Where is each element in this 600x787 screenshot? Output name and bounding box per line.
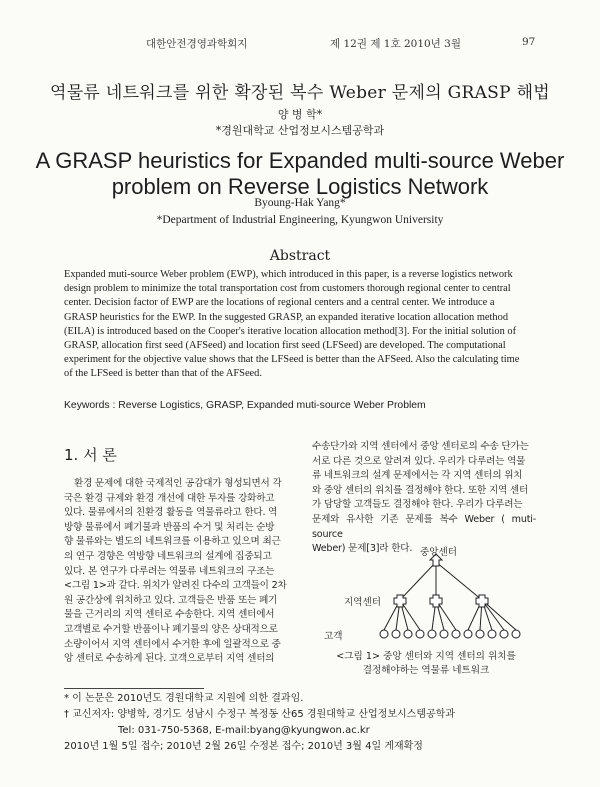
abstract-line: Expanded muti-source Weber problem (EWP), which introduced in this paper, is a reverse logistics network: [64, 269, 513, 280]
journal-name: 대한안전경영과학회지: [146, 38, 248, 50]
regional-center-nodes: [394, 595, 488, 607]
body-line: 소량이어서 지역 센터에서 수거한 후에 일괄적으로 중: [64, 638, 281, 650]
body-line: 환경 문제에 대한 국제적인 공감대가 형성되면서 각: [74, 478, 282, 489]
issue-info: 제 12권 제 1호 2010년 3월: [330, 38, 461, 50]
korean-affiliation: *경원대학교 산업정보시스템공학과: [215, 124, 385, 137]
regional-center-label: 지역센터: [344, 597, 382, 608]
body-line: 원 공간상에 위치하고 있다. 고객들은 반품 또는 폐기: [64, 594, 278, 606]
english-title-line-1: A GRASP heuristics for Expanded multi-source Weber: [35, 148, 565, 173]
body-line: 서로 다른 것으로 알려져 있다. 우리가 다루려는 역물: [312, 455, 526, 467]
body-line: Weber) 문제[3]라 한다.: [312, 543, 413, 555]
abstract-line: experiment for the objective value shows that the LFSeed is better than the AFSeed. Also the calculating time: [64, 354, 520, 366]
body-line: 국은 환경 규제와 환경 개선에 대한 투자를 강화하고: [64, 492, 275, 504]
abstract-body: [64, 268, 534, 382]
body-line: 물을 근거리의 지역 센터로 수송한다. 지역 센터에서: [64, 609, 275, 621]
abstract-heading: Abstract: [269, 248, 331, 264]
body-line: 가 담당할 고객들도 결정해야 한다. 우리가 다루려는: [312, 499, 523, 511]
body-line: 앙 센터로 수송하게 된다. 고객으로부터 지역 센터의: [64, 653, 275, 665]
abstract-line: GRASP, allocation first seed (AFSeed) and location first seed (LFSeed) are developed. The computational: [64, 340, 506, 352]
footnote-correspondence: † 교신저자: 양병학, 경기도 성남시 수정구 복정동 산65 경원대학교 산업정보시스템공학과: [64, 709, 455, 720]
english-affiliation: *Department of Industrial Engineering, Kyungwon University: [156, 214, 444, 226]
body-line: 문제와 유사한 기존 문제를 복수 Weber ( muti-source: [312, 513, 536, 540]
keywords: Keywords : Reverse Logistics, GRASP, Expanded muti-source Weber Problem: [64, 400, 426, 411]
body-line: 향 물류와는 별도의 네트워크를 이용하고 있으며 최근: [64, 536, 281, 548]
customer-nodes: [380, 630, 520, 638]
body-line: 수송단가와 지역 센터에서 중앙 센터로의 수송 단가는: [312, 441, 529, 452]
abstract-line: of the LFSeed is better than that of the AFSeed.: [64, 368, 262, 380]
figure-caption: [310, 650, 542, 678]
footnote-contact: Tel: 031-750-5368, E-mail:byang@kyungwon.ac.kr: [118, 725, 370, 736]
abstract-line: center. Decision factor of EWP are the locations of regional centers and a central center. We introduce a: [64, 297, 495, 309]
abstract-line: GRASP heuristics for the EWP. In the suggested GRASP, an expanded iterative location allocation method: [64, 311, 509, 323]
abstract-line: (EILA) is introduced based on the Cooper's iterative location allocation method[3]. For the initial solution of: [64, 325, 517, 337]
korean-title: 역물류 네트워크를 위한 확장된 복수 Weber 문제의 GRASP 해법: [49, 83, 551, 103]
body-line: 류 네트워크의 설계 문제에서는 각 지역 센터의 위치: [312, 470, 523, 482]
body-line: 방향 물류에서 폐기물과 반품의 수거 및 처리는 순방: [64, 521, 275, 533]
footnote-rule: [64, 688, 204, 689]
body-line: 있다. 물류에서의 친환경 활동을 역물류라고 한다. 역: [64, 507, 278, 519]
central-center-label: 중앙센터: [420, 547, 458, 558]
footnote-funding: * 이 논문은 2010년도 경원대학교 지원에 의한 결과임.: [64, 693, 304, 704]
body-line: 의 연구 경향은 역방향 네트워크의 설계에 집중되고: [64, 550, 272, 562]
abstract-line: design problem to minimize the total transportation cost from customers thorough regional center to central: [64, 283, 511, 295]
body-line: 와 중앙 센터의 위치를 결정해야 한다. 또한 지역 센터: [312, 484, 529, 496]
caption-line: 결정해야하는 역물류 네트워크: [362, 665, 490, 676]
body-line: <그림 1>과 같다. 위치가 알려진 다수의 고객들이 2차: [64, 580, 287, 592]
caption-line: <그림 1> 중앙 센터와 지역 센터의 위치를: [336, 651, 516, 662]
body-line: 고객별로 수거할 반품이나 폐기물의 양은 상대적으로: [64, 623, 278, 635]
left-column: [64, 477, 290, 667]
korean-author: 양 병 학*: [277, 108, 323, 121]
customer-label: 고객: [324, 631, 343, 642]
body-line: 있다. 본 연구가 다루려는 역물류 네트워크의 구조는: [64, 565, 275, 577]
page-number: 97: [522, 36, 536, 48]
footnote-dates: 2010년 1월 5일 접수; 2010년 2월 26일 수정본 접수; 2010년 3월 4일 게재확정: [64, 741, 423, 752]
english-title-line-2: problem on Reverse Logistics Network: [111, 174, 489, 199]
english-author: Byoung-Hak Yang*: [254, 197, 346, 209]
section-heading: 1. 서 론: [64, 446, 117, 464]
